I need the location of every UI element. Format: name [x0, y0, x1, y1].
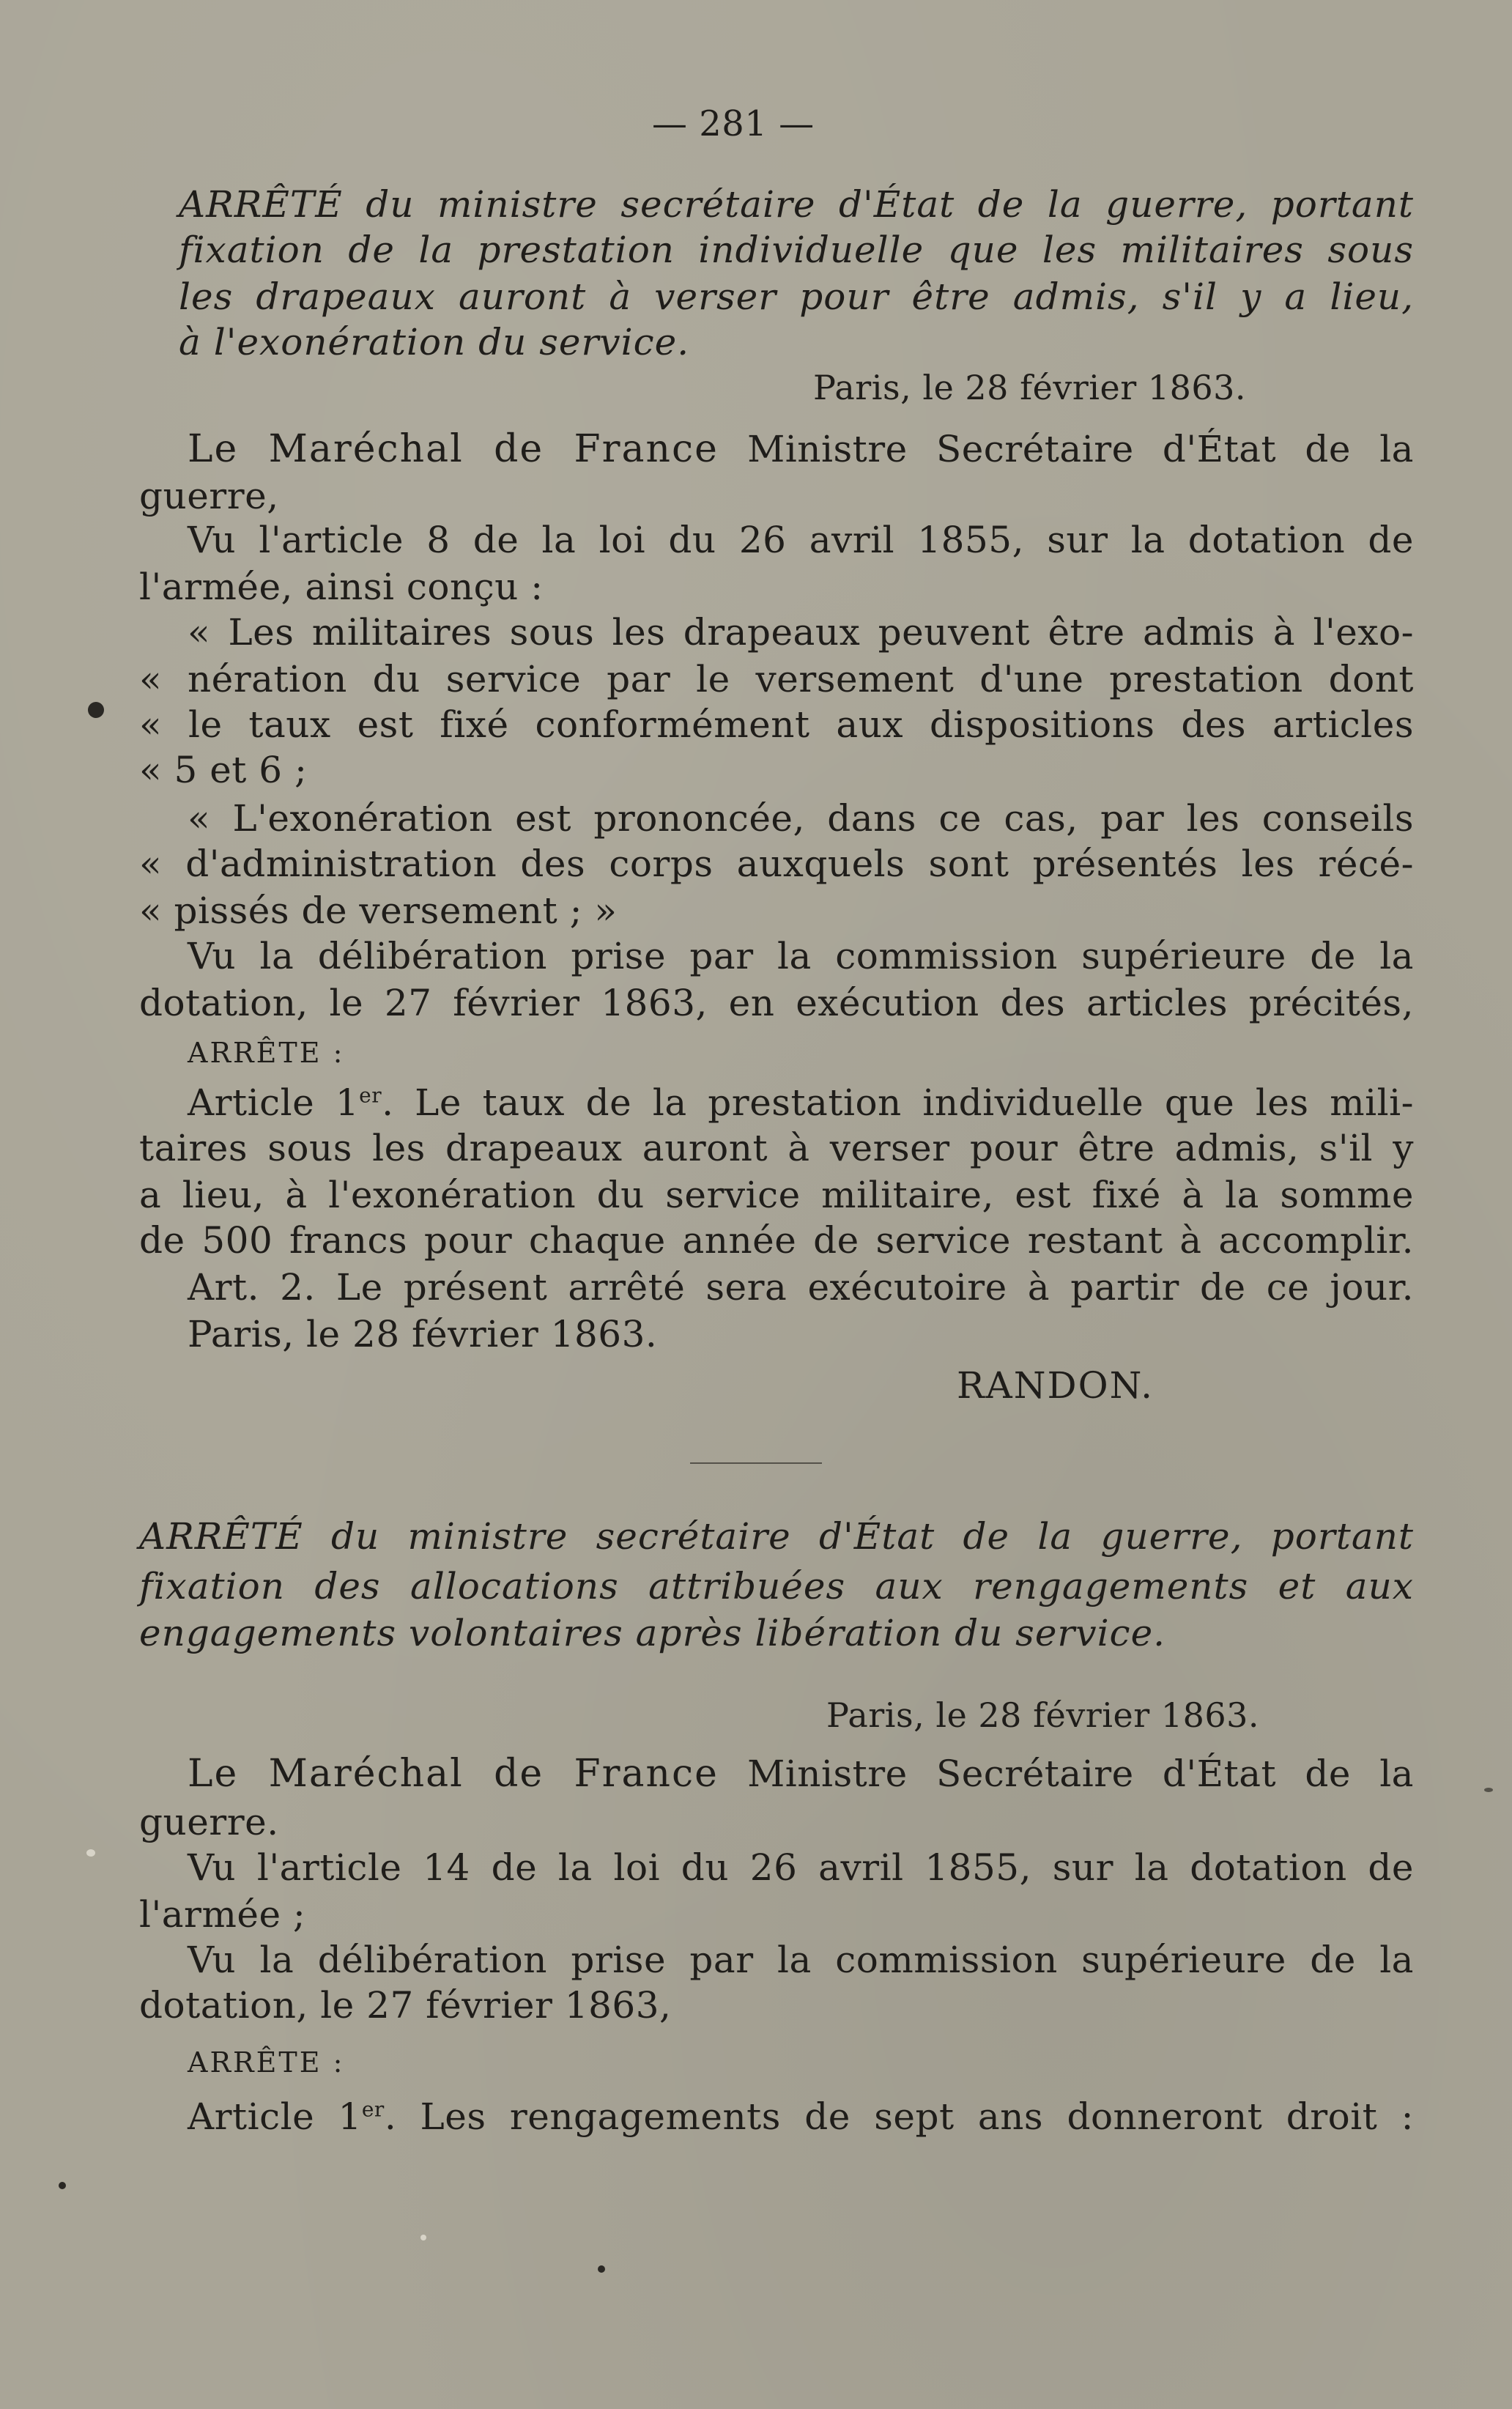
- decree-1-body-line: « d'administration des corps auxquels sont présentés les récé-: [139, 843, 1414, 885]
- preamble-heading: Le Maréchal de France: [188, 1752, 719, 1796]
- decree-2-title-line: engagements volontaires après libération du service.: [139, 1612, 1166, 1654]
- decree-2-place-date: Paris, le 28 février 1863.: [826, 1695, 1260, 1735]
- decree-1-article-2: Art. 2. Le présent arrêté sera exécutoire à partir de ce jour.: [188, 1266, 1414, 1309]
- decree-1-title-line: ARRÊTÉ du ministre secrétaire d'État de la guerre, portant: [179, 183, 1414, 226]
- preamble-text: Ministre Secrétaire d'État de la: [718, 428, 1414, 470]
- decree-2-body-line: Vu la délibération prise par la commission supérieure de la: [188, 1939, 1414, 1981]
- decree-1-article-1-line: a lieu, à l'exonération du service militaire, est fixé à la somme: [139, 1174, 1414, 1216]
- decree-2-article-1: [188, 2094, 1414, 2139]
- decree-1-title-line: les drapeaux auront à verser pour être admis, s'il y a lieu,: [179, 275, 1414, 318]
- decree-1-body-line: « le taux est fixé conformément aux dispositions des articles: [139, 703, 1414, 746]
- decree-1-title-line: à l'exonération du service.: [179, 321, 690, 363]
- decree-1-body-line: Vu la délibération prise par la commission supérieure de la: [188, 935, 1414, 977]
- preamble-text: Ministre Secrétaire d'État de la: [718, 1753, 1414, 1795]
- decree-1-place-date: Paris, le 28 février 1863.: [813, 368, 1247, 407]
- page-number: — 281 —: [652, 103, 815, 144]
- article-1-sup: er: [359, 1083, 382, 1108]
- article-1-text: . Le taux de la prestation individuelle que les mili-: [382, 1081, 1414, 1124]
- decree-1-arrete-label: ARRÊTE :: [188, 1037, 345, 1069]
- decree-2-body-line: dotation, le 27 février 1863,: [139, 1984, 672, 2027]
- decree-1-signature: RANDON.: [957, 1364, 1155, 1407]
- decree-1-preamble: [188, 426, 1414, 472]
- scan-speck: [598, 2265, 605, 2273]
- decree-2-title-line: ARRÊTÉ du ministre secrétaire d'État de la guerre, portant: [139, 1515, 1414, 1558]
- decree-1-closing-date: Paris, le 28 février 1863.: [188, 1313, 658, 1355]
- decree-1-body-line: l'armée, ainsi conçu :: [139, 566, 544, 608]
- decree-1-article-1-line: taires sous les drapeaux auront à verser pour être admis, s'il y: [139, 1127, 1414, 1169]
- scan-speck: [86, 1849, 95, 1857]
- decree-1-article-1-line: de 500 francs pour chaque année de service restant à accomplir.: [139, 1219, 1414, 1262]
- decree-1-body-line: « Les militaires sous les drapeaux peuvent être admis à l'exo-: [188, 611, 1414, 654]
- decree-2-arrete-label: ARRÊTE :: [188, 2046, 345, 2079]
- decree-2-preamble-cont: guerre.: [139, 1801, 279, 1843]
- article-1-prefix: Article 1: [188, 1081, 360, 1124]
- decree-1-article-1: [188, 1080, 1414, 1125]
- decree-2-body-line: l'armée ;: [139, 1893, 306, 1936]
- article-1-text: . Les rengagements de sept ans donneront droit :: [384, 2095, 1414, 2138]
- decree-2-body-line: Vu l'article 14 de la loi du 26 avril 1855, sur la dotation de: [188, 1846, 1414, 1889]
- article-1-sup: er: [361, 2097, 385, 2122]
- decree-1-body-line: Vu l'article 8 de la loi du 26 avril 1855, sur la dotation de: [188, 519, 1414, 561]
- scan-speck: [1484, 1788, 1493, 1792]
- decree-1-title-line: fixation de la prestation individuelle que les militaires sous: [179, 229, 1414, 271]
- preamble-heading: Le Maréchal de France: [188, 427, 719, 471]
- decree-1-body-line: « pissés de versement ; »: [139, 889, 618, 932]
- scan-speck: [420, 2235, 426, 2240]
- scan-speck: [88, 702, 104, 718]
- decree-2-title-line: fixation des allocations attribuées aux rengagements et aux: [139, 1565, 1414, 1607]
- section-divider: [690, 1462, 822, 1464]
- decree-1-body-line: « L'exonération est prononcée, dans ce cas, par les conseils: [188, 797, 1414, 840]
- decree-1-body-line: « nération du service par le versement d'une prestation dont: [139, 658, 1414, 700]
- scan-speck: [59, 2182, 66, 2189]
- decree-2-preamble: [188, 1751, 1414, 1796]
- decree-1-body-line: dotation, le 27 février 1863, en exécution des articles précités,: [139, 982, 1414, 1024]
- article-1-prefix: Article 1: [188, 2095, 362, 2138]
- decree-1-body-line: « 5 et 6 ;: [139, 749, 308, 791]
- decree-1-preamble-cont: guerre,: [139, 475, 279, 517]
